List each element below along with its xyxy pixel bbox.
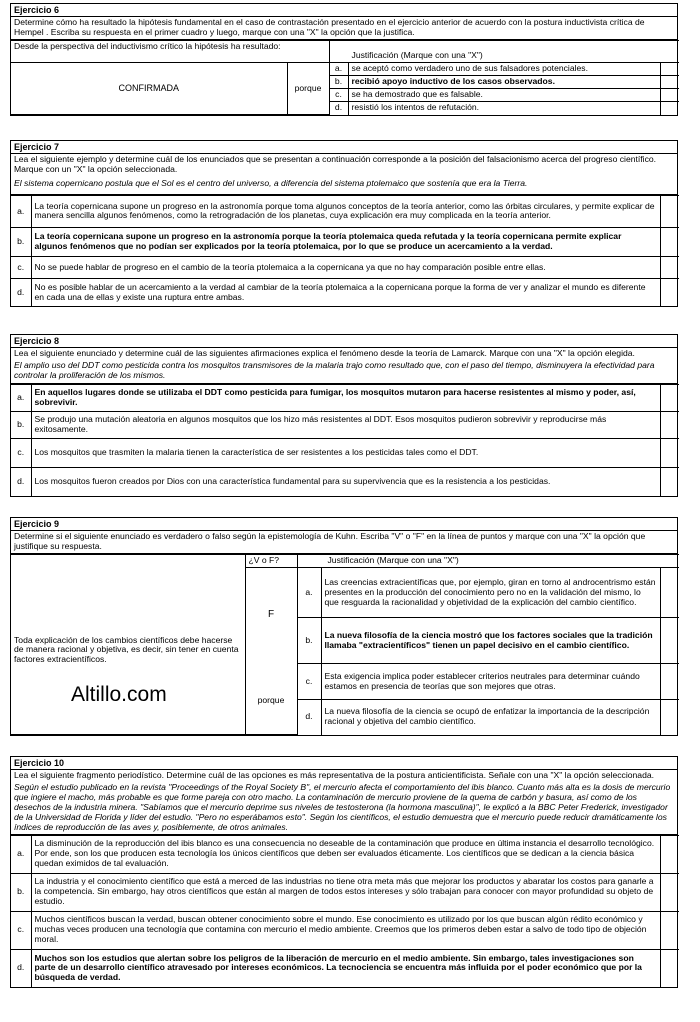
answer-cell[interactable]: CONFIRMADA: [11, 63, 287, 115]
option-checkbox[interactable]: [660, 911, 679, 949]
option-text: Los mosquitos que trasmiten la malaria tienen la característica de ser resistentes a los pesticidas tales como el DDT.: [31, 438, 660, 467]
option-letter: d.: [297, 700, 321, 735]
option-text: La disminución de la reproducción del ibis blanco es una consecuencia no deseable de la contaminación que produce en última instancia el desarrollo tecnológico. Por ende, son los que producen esta tecnología los únicos científicos que deben ser evaluados éticamente. Los científicos que se dedican a la ciencia básica quedan eximidos de tal evaluación.: [31, 835, 660, 873]
option-checkbox[interactable]: [660, 873, 679, 911]
exercise-example: Según el estudio publicado en la revista "Proceedings of the Royal Society B", el mercurio afecta el comportamiento del ibis blanco. Cuanto más alta es la dosis de mercurio que ingiere el macho, más probable es que forme pareja con otro macho. La contaminación de mercurio proviene de la quema de carbón y basura, así como de los desechos de la industria minera. "Sabíamos que el mercurio deprime sus niveles de testosterona (la hormona masculina)", le explicó a la BBC Peter Frederick, investigador de la Universidad de Florida y líder del estudio. "Pero no esperábamos esto". Según los científicos, el estudio demuestra que el mercurio puede reducir dramáticamente los índices de reproducción de las aves y, posiblemente, de otros animales.: [11, 782, 677, 834]
option-letter: b.: [11, 873, 31, 911]
option-checkbox[interactable]: [660, 76, 679, 89]
exercise-title: Ejercicio 9: [11, 518, 677, 531]
option-text: recibió apoyo inductivo de los casos observados.: [348, 76, 660, 89]
option-letter: b.: [11, 227, 31, 256]
option-text: se ha demostrado que es falsable.: [348, 89, 660, 102]
option-text: La teoría copernicana supone un progreso en la astronomía porque la teoría ptolemaica queda refutada y la teoría copernicana permite explicar algunos fenómenos que no podían ser explicados por la teoría ptolemaica, por lo que se produce un acercamiento a la verdad.: [31, 227, 660, 256]
option-checkbox[interactable]: [660, 835, 679, 873]
option-text: Se produjo una mutación aleatoria en algunos mosquitos que los hizo más resistentes al DDT. Esos mosquitos pudieron sobrevivir y reproducirse más exitosamente.: [31, 411, 660, 438]
option-letter: a.: [11, 195, 31, 227]
option-text: En aquellos lugares donde se utilizaba el DDT como pesticida para fumigar, los mosquitos mutaron para hacerse resistentes al mismo y poder, así, sobrevivir.: [31, 384, 660, 411]
exercise-example: El sistema copernicano postula que el Sol es el centro del universo, a diferencia del sistema ptolemaico que sostenía que era la Tierra.: [11, 178, 677, 195]
option-text: No es posible hablar de un acercamiento a la verdad al cambiar de la teoría ptolemaica a la copernicana porque la forma de ver y analizar el mundo es diferente en cada una de ellas y existe una ruptura entre ambas.: [31, 278, 660, 306]
option-letter: d.: [11, 278, 31, 306]
option-checkbox[interactable]: [660, 568, 679, 618]
option-text: Muchos son los estudios que alertan sobre los peligros de la liberación de mercurio en el medio ambiente. Sin embargo, tales investigaciones son parte de un desarrollo científico atravesado por intereses económicos. La tecnociencia se encuentra más influida por el poder económico que por la búsqueda de verdad.: [31, 949, 660, 987]
option-letter: b.: [297, 618, 321, 664]
option-text: La teoría copernicana supone un progreso en la astronomía porque toma algunos conceptos de la teoría anterior, como las órbitas circulares, y permite explicar de manera sencilla algunos fenómenos, como la retrogradación de los planetas, cuya explicación era muy complicada en la teoría anterior.: [31, 195, 660, 227]
porque-label: porque: [257, 695, 285, 706]
statement-cell: [11, 568, 245, 735]
exercise-example: El amplio uso del DDT como pesticida contra los mosquitos transmisores de la malaria trajo como resultado que, con el paso del tiempo, disminuyera la efectividad para controlar la proliferación de los mismos.: [11, 360, 677, 384]
option-letter: a.: [11, 384, 31, 411]
option-checkbox[interactable]: [660, 467, 679, 496]
option-letter: c.: [329, 89, 348, 102]
option-letter: a.: [329, 63, 348, 76]
exercise-9: [10, 517, 678, 736]
answer-table: [11, 554, 679, 735]
option-checkbox[interactable]: [660, 618, 679, 664]
exercise-title: Ejercicio 7: [11, 141, 677, 154]
left-header: Desde la perspectiva del inductivismo crítico la hipótesis ha resultado:: [11, 41, 329, 63]
exercise-title: Ejercicio 6: [11, 4, 677, 17]
option-text: La industria y el conocimiento científico que está a merced de las industrias no tiene otra meta más que mejorar los productos y abaratar los costos para ganarle a la competencia. Sin embargo, hay otros científicos que están al margen de todos estos intereses y sólo trabajan para conocer con mayor profundidad su objeto de estudio.: [31, 873, 660, 911]
option-checkbox[interactable]: [660, 102, 679, 115]
option-text: Las creencias extracientíficas que, por ejemplo, giran en torno al androcentrismo están presentes en la producción del conocimiento pero no en la validación del mismo, lo que resguarda la racionalidad y objetividad de la explicación del cambio científico.: [321, 568, 660, 618]
option-checkbox[interactable]: [660, 256, 679, 278]
options-table: [11, 835, 679, 988]
answer-table: [11, 40, 679, 115]
option-text: La nueva filosofía de la ciencia se ocupó de enfatizar la importancia de la descripción racional y objetiva del cambio científico.: [321, 700, 660, 735]
exercise-8: [10, 334, 678, 497]
exercise-7: [10, 140, 678, 307]
option-checkbox[interactable]: [660, 89, 679, 102]
option-checkbox[interactable]: [660, 227, 679, 256]
exercise-title: Ejercicio 10: [11, 757, 677, 770]
option-checkbox[interactable]: [660, 664, 679, 700]
vf-cell[interactable]: [245, 568, 297, 735]
option-text: No se puede hablar de progreso en el cambio de la teoría ptolemaica a la copernicana ya que no hay comparación posible entre ellas.: [31, 256, 660, 278]
option-checkbox[interactable]: [660, 384, 679, 411]
option-text: se aceptó como verdadero uno de sus falsadores potenciales.: [348, 63, 660, 76]
option-letter: c.: [11, 911, 31, 949]
option-text: La nueva filosofía de la ciencia mostró que los factores sociales que la tradición llamaba "extracientíficos" tienen un papel decisivo en el cambio científico.: [321, 618, 660, 664]
vf-answer: F: [267, 609, 275, 621]
watermark-text: Altillo.com: [71, 682, 167, 706]
option-checkbox[interactable]: [660, 411, 679, 438]
options-table: [11, 195, 679, 307]
justification-header: Justificación (Marque con una "X"): [329, 41, 679, 63]
option-letter: a.: [11, 835, 31, 873]
option-text: Los mosquitos fueron creados por Dios con una característica fundamental para su supervivencia que es la resistencia a los pesticidas.: [31, 467, 660, 496]
exercise-6: [10, 3, 678, 116]
option-checkbox[interactable]: [660, 700, 679, 735]
exercise-instruction: Determine cómo ha resultado la hipótesis fundamental en el caso de contrastación presentado en el ejercicio anterior de acuerdo con la postura inductivista crítica de Hempel . Escriba su respuesta en el primer cuadro y luego, marque con una "X" la opción que la justifica.: [11, 17, 677, 40]
exercise-10: [10, 756, 678, 988]
exercise-instruction: Lea el siguiente ejemplo y determine cuál de los enunciados que se presentan a continuación corresponde a la posición del falsacionismo acerca del progreso científico. Marque con un "X" la opción seleccionada.: [14, 154, 657, 175]
statement-text: Toda explicación de los cambios científicos debe hacerse de manera racional y objetiva, es decir, sin tener en cuenta factores extracientíficos.: [14, 634, 239, 665]
exercise-instruction: Lea el siguiente fragmento periodístico. Determine cuál de las opciones es más representativa de la postura anticientificista. Señale con una "X" la opción seleccionada.: [14, 770, 655, 781]
option-text: resistió los intentos de refutación.: [348, 102, 660, 115]
option-checkbox[interactable]: [660, 278, 679, 306]
options-table: [11, 384, 679, 497]
justification-header: Justificación (Marque con una "X"): [297, 555, 679, 568]
option-letter: b.: [11, 411, 31, 438]
option-letter: c.: [11, 256, 31, 278]
option-letter: d.: [329, 102, 348, 115]
option-text: Muchos científicos buscan la verdad, buscan obtener conocimiento sobre el mundo. Ese conocimiento es utilizado por los que buscan algún rédito económico y muchas veces producen una tecnología que contamina con mercurio el medio ambiente. Creemos que los primeros deben estar a salvo de todo tipo de objeción moral.: [31, 911, 660, 949]
option-letter: d.: [11, 949, 31, 987]
vf-header: ¿V o F?: [245, 555, 297, 568]
option-checkbox[interactable]: [660, 195, 679, 227]
option-letter: c.: [11, 438, 31, 467]
option-text: Esta exigencia implica poder establecer criterios neutrales para determinar cuándo estamos en presencia de teorías que son mejores que otras.: [321, 664, 660, 700]
exercise-instruction: Lea el siguiente enunciado y determine cuál de las siguientes afirmaciones explica el fenómeno desde la teoría de Lamarck. Marque con una "X" la opción elegida.: [14, 348, 635, 359]
exercise-instruction: Determine si el siguiente enunciado es verdadero o falso según la epistemología de Kuhn. Escriba "V" o "F" en la línea de puntos y marque con una "X" la opción que justifique su respuesta.: [11, 531, 677, 554]
exercise-title: Ejercicio 8: [11, 335, 677, 348]
option-letter: c.: [297, 664, 321, 700]
option-letter: a.: [297, 568, 321, 618]
option-letter: b.: [329, 76, 348, 89]
option-checkbox[interactable]: [660, 63, 679, 76]
option-letter: d.: [11, 467, 31, 496]
option-checkbox[interactable]: [660, 438, 679, 467]
porque-label: porque: [287, 63, 329, 115]
option-checkbox[interactable]: [660, 949, 679, 987]
